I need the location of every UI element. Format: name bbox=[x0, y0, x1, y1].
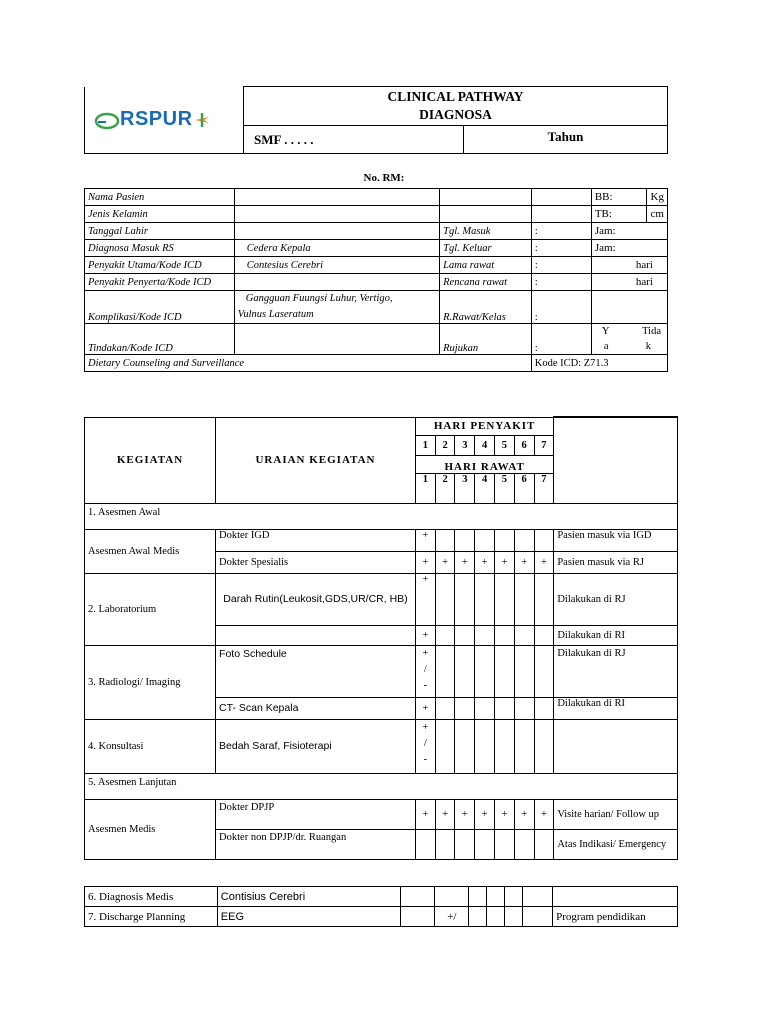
mark-plus: + bbox=[415, 799, 435, 829]
header-hari-rawat: HARI RAWAT bbox=[415, 455, 553, 473]
label-jenis-kelamin: Jenis Kelamin bbox=[85, 206, 235, 223]
empty bbox=[534, 529, 554, 551]
empty bbox=[514, 719, 534, 773]
day-2: 2 bbox=[435, 473, 455, 503]
empty bbox=[531, 189, 591, 206]
empty bbox=[401, 887, 435, 907]
value-diagnosa-masuk: Cedera Kepala bbox=[234, 240, 439, 257]
label-laboratorium: 2. Laboratorium bbox=[85, 573, 216, 645]
mark-plus: + bbox=[415, 529, 435, 551]
label-dietary: Dietary Counseling and Surveillance bbox=[85, 355, 532, 372]
empty bbox=[523, 887, 553, 907]
empty bbox=[455, 625, 475, 645]
bottom-table bbox=[84, 886, 678, 927]
activities-table bbox=[84, 416, 678, 860]
day-3: 3 bbox=[455, 435, 475, 455]
empty bbox=[469, 887, 487, 907]
title-cell bbox=[244, 87, 668, 126]
empty bbox=[514, 829, 534, 859]
value-penyakit-penyerta bbox=[234, 274, 439, 291]
empty bbox=[435, 625, 455, 645]
empty bbox=[440, 206, 532, 223]
value-penyakit-utama: Contesius Cerebri bbox=[234, 257, 439, 274]
section-asesmen-awal: 1. Asesmen Awal bbox=[85, 503, 678, 529]
option-tida: Tida bbox=[642, 326, 661, 337]
label-jam: Jam: bbox=[591, 240, 667, 257]
empty bbox=[401, 907, 435, 927]
row-discharge bbox=[85, 907, 678, 927]
mark-plus-slash-dash bbox=[415, 719, 435, 773]
label-bb: BB: bbox=[591, 189, 647, 206]
mark-plus: + bbox=[534, 551, 554, 573]
option-a: a bbox=[603, 341, 609, 352]
day-1: 1 bbox=[415, 473, 435, 503]
mark-plus: + bbox=[415, 697, 435, 719]
empty bbox=[495, 719, 515, 773]
mark-plus-slash: +/ bbox=[435, 907, 469, 927]
empty bbox=[455, 645, 475, 697]
day-5: 5 bbox=[495, 473, 515, 503]
label-nama-pasien: Nama Pasien bbox=[85, 189, 235, 206]
empty bbox=[495, 625, 515, 645]
label-r-rawat-kelas: R.Rawat/Kelas bbox=[440, 291, 532, 324]
label-tanggal-lahir: Tanggal Lahir bbox=[85, 223, 235, 240]
empty bbox=[415, 829, 435, 859]
label-discharge: 7. Discharge Planning bbox=[85, 907, 218, 927]
value-diagnosis-medis: Contisius Cerebri bbox=[217, 887, 401, 907]
empty bbox=[514, 625, 534, 645]
label-komplikasi: Komplikasi/Kode ICD bbox=[85, 291, 235, 324]
day-1: 1 bbox=[415, 435, 435, 455]
colon: : bbox=[531, 274, 591, 291]
row-dokter-dpjp bbox=[85, 799, 678, 829]
empty bbox=[505, 887, 523, 907]
row-tanggal-lahir bbox=[85, 223, 668, 240]
empty bbox=[216, 625, 416, 645]
note-konsultasi bbox=[554, 719, 678, 773]
mark-plus: + bbox=[514, 551, 534, 573]
empty bbox=[495, 645, 515, 697]
patient-info-table bbox=[84, 188, 668, 372]
option-y: Y bbox=[601, 326, 610, 337]
empty bbox=[514, 645, 534, 697]
row-diagnosa-masuk bbox=[85, 240, 668, 257]
value-tanggal-lahir bbox=[234, 223, 439, 240]
title-line2: DIAGNOSA bbox=[419, 107, 492, 122]
mark-dash: - bbox=[423, 753, 428, 765]
mark-plus: + bbox=[435, 551, 455, 573]
label-tgl-masuk: Tgl. Masuk bbox=[440, 223, 532, 240]
empty bbox=[435, 887, 469, 907]
mark-plus: + bbox=[455, 799, 475, 829]
empty bbox=[440, 189, 532, 206]
value-nama bbox=[234, 189, 439, 206]
note-dokter-non-dpjp: Atas Indikasi/ Emergency bbox=[554, 829, 678, 859]
empty bbox=[514, 697, 534, 719]
label-diagnosis-medis: 6. Diagnosis Medis bbox=[85, 887, 218, 907]
empty bbox=[455, 697, 475, 719]
empty bbox=[553, 887, 678, 907]
header-note bbox=[554, 417, 678, 503]
mark-slash: / bbox=[423, 737, 427, 749]
empty bbox=[475, 645, 495, 697]
empty bbox=[469, 907, 487, 927]
day-6: 6 bbox=[514, 473, 534, 503]
item-foto-schedule: Foto Schedule bbox=[216, 645, 416, 697]
section-asesmen-lanjutan: 5. Asesmen Lanjutan bbox=[85, 773, 678, 799]
empty bbox=[435, 573, 455, 625]
hospital-logo bbox=[88, 92, 240, 148]
colon: : bbox=[531, 324, 591, 355]
header-hari-penyakit: HARI PENYAKIT bbox=[415, 417, 553, 435]
mark-plus: + bbox=[435, 799, 455, 829]
mark-plus: + bbox=[495, 551, 515, 573]
mark-plus: + bbox=[422, 647, 429, 659]
unit-kg: Kg bbox=[647, 189, 668, 206]
empty bbox=[455, 529, 475, 551]
empty bbox=[531, 206, 591, 223]
label-radiologi: 3. Radiologi/ Imaging bbox=[85, 645, 216, 719]
value-tindakan bbox=[234, 324, 439, 355]
unit-hari: hari bbox=[591, 257, 667, 274]
empty bbox=[435, 719, 455, 773]
row-dietary bbox=[85, 355, 668, 372]
empty bbox=[514, 573, 534, 625]
label-tgl-keluar: Tgl. Keluar bbox=[440, 240, 532, 257]
note-foto: Dilakukan di RJ bbox=[554, 645, 678, 697]
empty bbox=[514, 529, 534, 551]
note-discharge: Program pendidikan bbox=[553, 907, 678, 927]
empty bbox=[495, 829, 515, 859]
mark-plus: + bbox=[422, 721, 429, 733]
day-7: 7 bbox=[534, 435, 554, 455]
day-4: 4 bbox=[475, 473, 495, 503]
day-2: 2 bbox=[435, 435, 455, 455]
value-kelas bbox=[591, 291, 667, 324]
unit-cm: cm bbox=[647, 206, 668, 223]
day-3: 3 bbox=[455, 473, 475, 503]
item-dokter-dpjp: Dokter DPJP bbox=[216, 799, 416, 829]
label-penyakit-utama: Penyakit Utama/Kode ICD bbox=[85, 257, 235, 274]
note-lab-ri: Dilakukan di RI bbox=[554, 625, 678, 645]
empty bbox=[475, 573, 495, 625]
label-jam: Jam: bbox=[591, 223, 667, 240]
komplikasi-line2: Vulnus Laseratum bbox=[237, 309, 314, 320]
row-dokter-igd bbox=[85, 529, 678, 551]
mark-plus-slash-dash bbox=[415, 645, 435, 697]
empty bbox=[475, 829, 495, 859]
note-dokter-igd: Pasien masuk via IGD bbox=[554, 529, 678, 551]
label-tb: TB: bbox=[591, 206, 647, 223]
item-dokter-non-dpjp: Dokter non DPJP/dr. Ruangan bbox=[216, 829, 416, 859]
komplikasi-line1: Gangguan Fuungsi Luhur, Vertigo, bbox=[245, 293, 393, 304]
empty bbox=[435, 829, 455, 859]
empty bbox=[534, 697, 554, 719]
mark-dash: - bbox=[423, 679, 428, 691]
value-komplikasi bbox=[234, 291, 439, 324]
logo-text: RSPUR bbox=[120, 108, 193, 131]
empty bbox=[534, 719, 554, 773]
label-penyakit-penyerta: Penyakit Penyerta/Kode ICD bbox=[85, 274, 235, 291]
colon: : bbox=[531, 240, 591, 257]
day-7: 7 bbox=[534, 473, 554, 503]
empty bbox=[475, 529, 495, 551]
item-dokter-igd: Dokter IGD bbox=[216, 529, 416, 551]
note-dokter-spesialis: Pasien masuk via RJ bbox=[554, 551, 678, 573]
value-jenis-kelamin bbox=[234, 206, 439, 223]
colon: : bbox=[531, 223, 591, 240]
empty bbox=[435, 697, 455, 719]
empty bbox=[475, 625, 495, 645]
logo-star-icon bbox=[193, 111, 211, 129]
header-uraian: URAIAN KEGIATAN bbox=[216, 417, 416, 503]
mark-slash: / bbox=[423, 663, 427, 675]
logo-cell bbox=[85, 87, 244, 154]
header-table bbox=[84, 86, 668, 154]
title-line1: CLINICAL PATHWAY bbox=[387, 89, 524, 104]
mark-plus: + bbox=[495, 799, 515, 829]
value-discharge: EEG bbox=[217, 907, 401, 927]
day-6: 6 bbox=[514, 435, 534, 455]
mark-plus: + bbox=[415, 573, 435, 625]
item-ct-scan: CT- Scan Kepala bbox=[216, 697, 416, 719]
empty bbox=[487, 887, 505, 907]
colon: : bbox=[531, 291, 591, 324]
label-rencana-rawat: Rencana rawat bbox=[440, 274, 532, 291]
empty bbox=[455, 829, 475, 859]
empty bbox=[487, 907, 505, 927]
mark-plus: + bbox=[415, 625, 435, 645]
mark-plus: + bbox=[475, 551, 495, 573]
empty bbox=[435, 529, 455, 551]
empty bbox=[534, 573, 554, 625]
empty bbox=[495, 529, 515, 551]
empty bbox=[435, 645, 455, 697]
mark-plus: + bbox=[455, 551, 475, 573]
label-asesmen-awal-medis: Asesmen Awal Medis bbox=[85, 529, 216, 573]
day-4: 4 bbox=[475, 435, 495, 455]
note-dokter-dpjp: Visite harian/ Follow up bbox=[554, 799, 678, 829]
label-lama-rawat: Lama rawat bbox=[440, 257, 532, 274]
tahun-cell: Tahun bbox=[464, 126, 668, 154]
logo-swoosh-icon bbox=[94, 109, 120, 131]
smf-cell: SMF . . . . . bbox=[244, 126, 464, 154]
item-konsultasi: Bedah Saraf, Fisioterapi bbox=[216, 719, 416, 773]
empty bbox=[495, 697, 515, 719]
header-kegiatan: KEGIATAN bbox=[85, 417, 216, 503]
note-lab-rj: Dilakukan di RJ bbox=[554, 573, 678, 625]
label-tindakan: Tindakan/Kode ICD bbox=[85, 324, 235, 355]
colon: : bbox=[531, 257, 591, 274]
mark-plus: + bbox=[534, 799, 554, 829]
row-foto bbox=[85, 645, 678, 697]
row-penyakit-utama bbox=[85, 257, 668, 274]
empty bbox=[534, 829, 554, 859]
row-komplikasi bbox=[85, 291, 668, 324]
row-nama bbox=[85, 189, 668, 206]
row-konsultasi bbox=[85, 719, 678, 773]
empty bbox=[534, 625, 554, 645]
rujukan-options bbox=[591, 324, 667, 355]
row-lab-rj bbox=[85, 573, 678, 625]
empty bbox=[495, 573, 515, 625]
empty bbox=[523, 907, 553, 927]
row-tindakan bbox=[85, 324, 668, 355]
mark-plus: + bbox=[514, 799, 534, 829]
item-darah-rutin: Darah Rutin(Leukosit,GDS,UR/CR, HB) bbox=[216, 573, 416, 625]
item-dokter-spesialis: Dokter Spesialis bbox=[216, 551, 416, 573]
label-rujukan: Rujukan bbox=[440, 324, 532, 355]
mark-plus: + bbox=[475, 799, 495, 829]
empty bbox=[475, 697, 495, 719]
option-k: k bbox=[645, 341, 651, 352]
label-asesmen-medis: Asesmen Medis bbox=[85, 799, 216, 859]
empty bbox=[455, 573, 475, 625]
no-rm-label: No. RM: bbox=[363, 172, 405, 184]
empty bbox=[534, 645, 554, 697]
day-5: 5 bbox=[495, 435, 515, 455]
row-penyakit-penyerta bbox=[85, 274, 668, 291]
row-jenis-kelamin bbox=[85, 206, 668, 223]
unit-hari: hari bbox=[591, 274, 667, 291]
empty bbox=[455, 719, 475, 773]
note-ct-scan: Dilakukan di RI bbox=[554, 697, 678, 719]
empty bbox=[475, 719, 495, 773]
empty bbox=[505, 907, 523, 927]
row-diagnosis-medis bbox=[85, 887, 678, 907]
kode-icd: Kode ICD: Z71.3 bbox=[531, 355, 667, 372]
label-diagnosa-masuk: Diagnosa Masuk RS bbox=[85, 240, 235, 257]
label-konsultasi: 4. Konsultasi bbox=[85, 719, 216, 773]
mark-plus: + bbox=[415, 551, 435, 573]
